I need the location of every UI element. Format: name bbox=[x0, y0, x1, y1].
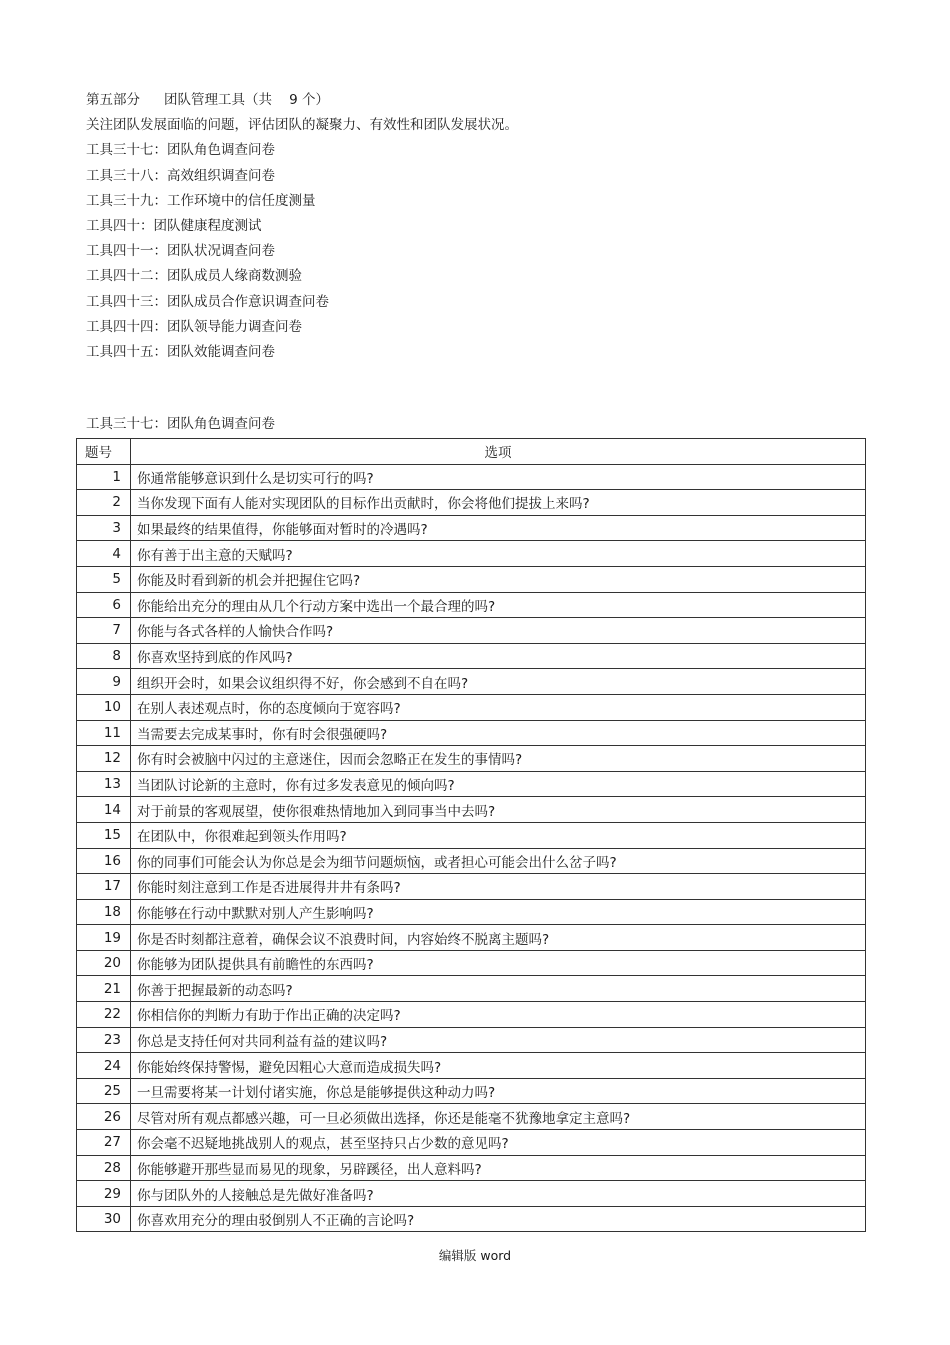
question-text: 你相信你的判断力有助于作出正确的决定吗? bbox=[131, 1002, 866, 1028]
question-text: 组织开会时，如果会议组织得不好，你会感到不自在吗? bbox=[131, 669, 866, 695]
question-text: 如果最终的结果值得，你能够面对暂时的冷遇吗? bbox=[131, 515, 866, 541]
header-number: 题号 bbox=[77, 439, 131, 465]
table-row bbox=[77, 490, 866, 516]
question-text: 你喜欢坚持到底的作风吗? bbox=[131, 643, 866, 669]
question-number: 27 bbox=[77, 1130, 131, 1156]
question-text: 你善于把握最新的动态吗? bbox=[131, 976, 866, 1002]
question-text: 你能时刻注意到工作是否进展得井井有条吗? bbox=[131, 874, 866, 900]
question-text: 你是否时刻都注意着，确保会议不浪费时间，内容始终不脱离主题吗? bbox=[131, 925, 866, 951]
tool-item: 工具四十三：团队成员合作意识调查问卷 bbox=[86, 293, 329, 310]
question-text: 你能及时看到新的机会并把握住它吗? bbox=[131, 566, 866, 592]
question-number: 4 bbox=[77, 541, 131, 567]
table-row bbox=[77, 643, 866, 669]
table-row bbox=[77, 950, 866, 976]
table-row bbox=[77, 720, 866, 746]
question-text: 你总是支持任何对共同利益有益的建议吗? bbox=[131, 1027, 866, 1053]
tool-item: 工具四十一：团队状况调查问卷 bbox=[86, 243, 275, 260]
question-number: 17 bbox=[77, 874, 131, 900]
question-text: 你的同事们可能会认为你总是会为细节问题烦恼，或者担心可能会出什么岔子吗? bbox=[131, 848, 866, 874]
question-text: 在团队中，你很难起到领头作用吗? bbox=[131, 822, 866, 848]
question-text: 你会毫不迟疑地挑战别人的观点，甚至坚持只占少数的意见吗? bbox=[131, 1130, 866, 1156]
question-text: 尽管对所有观点都感兴趣，可一旦必须做出选择，你还是能毫不犹豫地拿定主意吗? bbox=[131, 1104, 866, 1130]
table-row bbox=[77, 797, 866, 823]
table-row bbox=[77, 515, 866, 541]
question-number: 11 bbox=[77, 720, 131, 746]
part-description: 关注团队发展面临的问题，评估团队的凝聚力、有效性和团队发展状况。 bbox=[86, 117, 518, 134]
part-label: 第五部分 bbox=[86, 92, 140, 108]
table-row bbox=[77, 1002, 866, 1028]
table-row bbox=[77, 925, 866, 951]
table-row bbox=[77, 1206, 866, 1232]
question-text: 当团队讨论新的主意时，你有过多发表意见的倾向吗? bbox=[131, 771, 866, 797]
question-number: 12 bbox=[77, 746, 131, 772]
question-number: 16 bbox=[77, 848, 131, 874]
table-row bbox=[77, 1155, 866, 1181]
intro-section bbox=[86, 88, 866, 365]
question-text: 你能始终保持警惕，避免因粗心大意而造成损失吗? bbox=[131, 1053, 866, 1079]
question-number: 2 bbox=[77, 490, 131, 516]
table-row bbox=[77, 618, 866, 644]
question-number: 1 bbox=[77, 464, 131, 490]
table-row bbox=[77, 1104, 866, 1130]
tool-item: 工具四十：团队健康程度测试 bbox=[86, 217, 262, 234]
question-number: 24 bbox=[77, 1053, 131, 1079]
table-caption: 工具三十七：团队角色调查问卷 bbox=[86, 416, 275, 432]
question-number: 29 bbox=[77, 1181, 131, 1207]
tool-item: 工具四十五：团队效能调查问卷 bbox=[86, 343, 275, 360]
question-text: 对于前景的客观展望，使你很难热情地加入到同事当中去吗? bbox=[131, 797, 866, 823]
question-text: 你能够在行动中默默对别人产生影响吗? bbox=[131, 899, 866, 925]
table-row bbox=[77, 1130, 866, 1156]
table-row bbox=[77, 1078, 866, 1104]
question-number: 15 bbox=[77, 822, 131, 848]
question-number: 14 bbox=[77, 797, 131, 823]
question-number: 19 bbox=[77, 925, 131, 951]
tool-item: 工具三十七：团队角色调查问卷 bbox=[86, 142, 275, 159]
question-number: 6 bbox=[77, 592, 131, 618]
question-text: 你通常能够意识到什么是切实可行的吗? bbox=[131, 464, 866, 490]
tool-item: 工具三十九：工作环境中的信任度测量 bbox=[86, 192, 316, 209]
question-text: 你能够避开那些显而易见的现象，另辟蹊径，出人意料吗? bbox=[131, 1155, 866, 1181]
question-number: 5 bbox=[77, 566, 131, 592]
question-text: 你喜欢用充分的理由驳倒别人不正确的言论吗? bbox=[131, 1206, 866, 1232]
question-number: 20 bbox=[77, 950, 131, 976]
table-row bbox=[77, 1027, 866, 1053]
part-count: 9 个） bbox=[289, 92, 330, 108]
question-text: 你与团队外的人接触总是先做好准备吗? bbox=[131, 1181, 866, 1207]
question-number: 13 bbox=[77, 771, 131, 797]
header-option: 选项 bbox=[131, 439, 866, 465]
question-number: 3 bbox=[77, 515, 131, 541]
question-number: 28 bbox=[77, 1155, 131, 1181]
question-number: 26 bbox=[77, 1104, 131, 1130]
question-text: 你能与各式各样的人愉快合作吗? bbox=[131, 618, 866, 644]
table-row bbox=[77, 1053, 866, 1079]
table-row bbox=[77, 976, 866, 1002]
table-row bbox=[77, 541, 866, 567]
question-text: 你能给出充分的理由从几个行动方案中选出一个最合理的吗? bbox=[131, 592, 866, 618]
question-text: 你能够为团队提供具有前瞻性的东西吗? bbox=[131, 950, 866, 976]
question-number: 23 bbox=[77, 1027, 131, 1053]
question-text: 当你发现下面有人能对实现团队的目标作出贡献时，你会将他们提拔上来吗? bbox=[131, 490, 866, 516]
table-row bbox=[77, 874, 866, 900]
question-text: 你有时会被脑中闪过的主意迷住，因而会忽略正在发生的事情吗? bbox=[131, 746, 866, 772]
table-row bbox=[77, 694, 866, 720]
table-row bbox=[77, 592, 866, 618]
table-header-row bbox=[77, 439, 866, 465]
page-footer: 编辑版 word bbox=[438, 1248, 512, 1263]
table-row bbox=[77, 464, 866, 490]
question-text: 在别人表述观点时，你的态度倾向于宽容吗? bbox=[131, 694, 866, 720]
question-number: 22 bbox=[77, 1002, 131, 1028]
question-text: 你有善于出主意的天赋吗? bbox=[131, 541, 866, 567]
tool-item: 工具四十二：团队成员人缘商数测验 bbox=[86, 268, 302, 285]
question-number: 25 bbox=[77, 1078, 131, 1104]
question-number: 10 bbox=[77, 694, 131, 720]
table-row bbox=[77, 848, 866, 874]
tool-item: 工具三十八：高效组织调查问卷 bbox=[86, 167, 275, 184]
question-number: 8 bbox=[77, 643, 131, 669]
table-row bbox=[77, 566, 866, 592]
tool-item: 工具四十四：团队领导能力调查问卷 bbox=[86, 318, 302, 335]
part-heading bbox=[86, 88, 866, 113]
table-row bbox=[77, 899, 866, 925]
question-text: 一旦需要将某一计划付诸实施，你总是能够提供这种动力吗? bbox=[131, 1078, 866, 1104]
table-row bbox=[77, 822, 866, 848]
table-row bbox=[77, 746, 866, 772]
table-row bbox=[77, 771, 866, 797]
question-text: 当需要去完成某事时，你有时会很强硬吗? bbox=[131, 720, 866, 746]
question-number: 9 bbox=[77, 669, 131, 695]
question-number: 30 bbox=[77, 1206, 131, 1232]
table-row bbox=[77, 1181, 866, 1207]
question-number: 21 bbox=[77, 976, 131, 1002]
questionnaire-table bbox=[76, 438, 866, 1232]
part-title: 团队管理工具（共 bbox=[164, 92, 272, 108]
question-number: 18 bbox=[77, 899, 131, 925]
question-number: 7 bbox=[77, 618, 131, 644]
table-row bbox=[77, 669, 866, 695]
